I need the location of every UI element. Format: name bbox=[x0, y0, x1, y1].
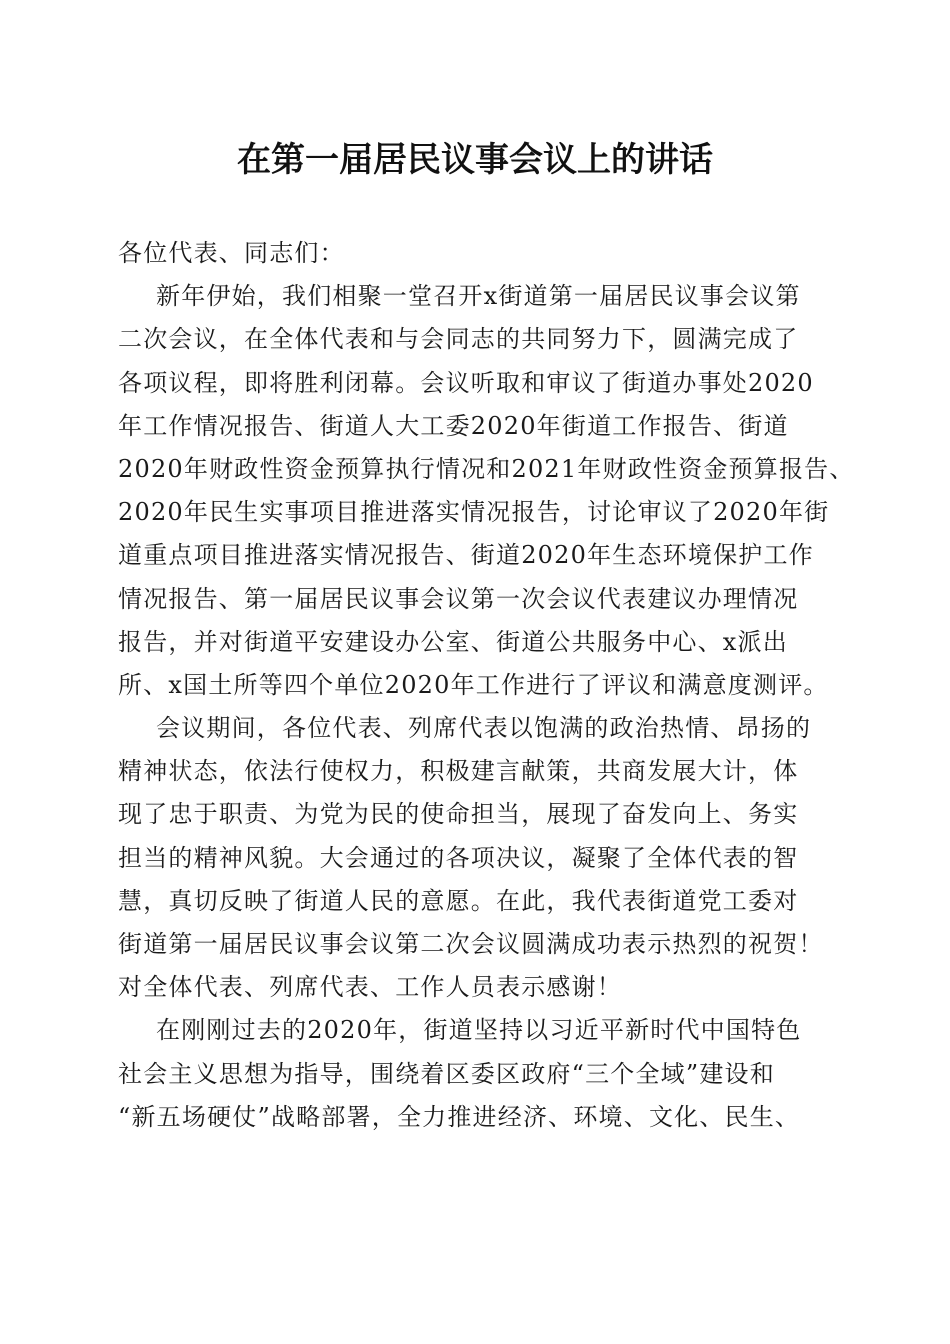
paragraph-line: 二次会议，在全体代表和与会同志的共同努力下，圆满完成了 bbox=[118, 325, 799, 354]
document-body bbox=[118, 232, 855, 1139]
paragraph-line: “新五场硬仗”战略部署，全力推进经济、环境、文化、民生、 bbox=[118, 1102, 801, 1131]
paragraph-line: 情况报告、第一届居民议事会议第一次会议代表建议办理情况 bbox=[118, 584, 799, 613]
paragraph-line: 街道第一届居民议事会议第二次会议圆满成功表示热烈的祝贺！ bbox=[118, 930, 824, 958]
paragraph-line: 年工作情况报告、街道人大工委2020年街道工作报告、街道 bbox=[118, 411, 789, 440]
paragraph-line: 对全体代表、列席代表、工作人员表示感谢！ bbox=[118, 973, 622, 1002]
document-title: 在第一届居民议事会议上的讲话 bbox=[237, 140, 713, 180]
paragraph-1 bbox=[118, 275, 855, 707]
paragraph-line: 2020年民生实事项目推进落实情况报告，讨论审议了2020年街 bbox=[118, 498, 830, 527]
paragraph-line: 慧，真切反映了街道人民的意愿。在此，我代表街道党工委对 bbox=[118, 886, 799, 915]
paragraph-line: 会议期间，各位代表、列席代表以饱满的政治热情、昂扬的 bbox=[156, 714, 812, 743]
paragraph-line: 精神状态，依法行使权力，积极建言献策，共商发展大计，体 bbox=[118, 757, 799, 786]
paragraph-line: 新年伊始，我们相聚一堂召开x街道第一届居民议事会议第 bbox=[156, 282, 801, 311]
paragraph-line: 道重点项目推进落实情况报告、街道2020年生态环境保护工作 bbox=[118, 541, 814, 570]
paragraph-line: 社会主义思想为指导，围绕着区委区政府“三个全域”建设和 bbox=[118, 1059, 775, 1088]
paragraph-line: 所、x国土所等四个单位2020年工作进行了评议和满意度测评。 bbox=[118, 670, 829, 699]
salutation: 各位代表、同志们： bbox=[118, 239, 345, 267]
paragraph-line: 报告，并对街道平安建设办公室、街道公共服务中心、x派出 bbox=[118, 627, 788, 656]
paragraph-line: 担当的精神风貌。大会通过的各项决议，凝聚了全体代表的智 bbox=[118, 843, 799, 872]
paragraph-line: 2020年财政性资金预算执行情况和2021年财政性资金预算报告、 bbox=[118, 454, 855, 483]
paragraph-line: 各项议程，即将胜利闭幕。会议听取和审议了街道办事处2020 bbox=[118, 368, 814, 397]
paragraph-2 bbox=[118, 707, 838, 1009]
paragraph-3 bbox=[118, 1009, 838, 1139]
paragraph-line: 在刚刚过去的2020年，街道坚持以习近平新时代中国特色 bbox=[156, 1016, 802, 1045]
paragraph-line: 现了忠于职责、为党为民的使命担当，展现了奋发向上、务实 bbox=[118, 800, 799, 829]
